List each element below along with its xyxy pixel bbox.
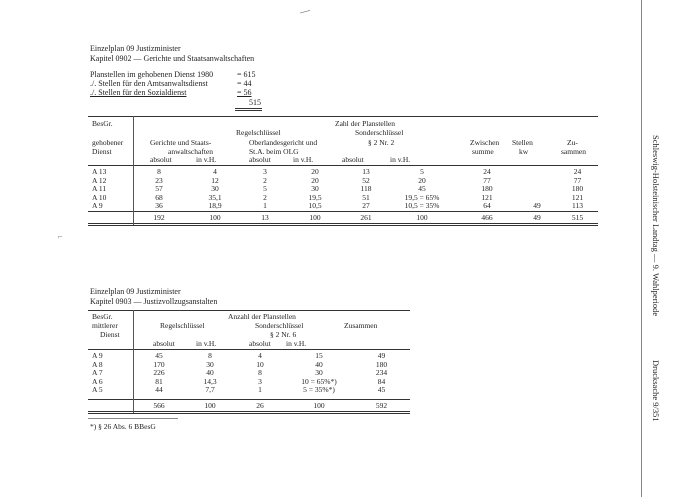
- table-cell: 592: [375, 401, 388, 410]
- table-cell: 8: [157, 167, 161, 176]
- t2-sonder-sub: § 2 Nr. 6: [270, 330, 297, 339]
- table2-body: [88, 352, 410, 395]
- table-cell: 49: [533, 213, 541, 222]
- t2-zus: Zusammen: [344, 321, 378, 330]
- table-cell: 3: [263, 167, 267, 176]
- t2-regel: Regelschlüssel: [160, 321, 205, 330]
- table-cell: 18,9: [208, 201, 222, 210]
- table-cell: 4: [258, 351, 262, 360]
- table1-top-rule: [88, 116, 598, 117]
- table2-bottom-rule: [88, 411, 410, 412]
- table1-head-rule: [88, 165, 598, 166]
- table-cell: 40: [315, 359, 323, 369]
- t1-gericht1: Gerichte und Staats-: [150, 138, 212, 147]
- table-cell: 45: [155, 351, 163, 360]
- table-cell: 27: [362, 201, 370, 210]
- table-cell: 8: [208, 351, 212, 360]
- table-cell: 3: [258, 376, 262, 386]
- cell-besgr: [88, 402, 133, 411]
- table-cell: 100: [416, 213, 428, 222]
- t2-vh-2: in v.H.: [286, 339, 307, 348]
- table-row: [88, 378, 410, 387]
- t1-besgr: BesGr.: [92, 119, 113, 128]
- table-row: [88, 185, 598, 194]
- t1-olg1: Oberlandesgericht und: [249, 138, 318, 147]
- table-cell: 84: [377, 376, 386, 386]
- table1-sum-rule: [88, 211, 598, 212]
- cell-besgr: A 11: [92, 184, 107, 193]
- cell-besgr: A 6: [92, 376, 103, 386]
- table-cell: 1: [258, 385, 262, 394]
- table-cell: 24: [483, 167, 491, 176]
- table-cell: 20: [418, 175, 426, 185]
- table-cell: 121: [481, 192, 493, 202]
- t2-abs-2: absolut: [249, 339, 271, 348]
- table1-body: [88, 168, 598, 211]
- table-cell: 226: [153, 368, 165, 377]
- cell-besgr: A 10: [92, 192, 107, 202]
- calc-total-rule: [235, 108, 262, 109]
- footnote: *) § 26 Abs. 6 BBesG: [90, 422, 156, 431]
- t1-stellen1: Stellen: [512, 138, 533, 147]
- table-cell: 1: [263, 201, 267, 210]
- table-cell: 7,7: [205, 385, 215, 394]
- table-cell: 81: [155, 376, 163, 386]
- calc-label-1: ./. Stellen für den Amtsanwaltsdienst: [90, 79, 208, 88]
- plan-line-1: Einzelplan 09 Justizminister: [90, 44, 181, 53]
- table-cell: 180: [375, 359, 388, 369]
- table-cell: 15: [315, 351, 323, 360]
- scan-mark: ⌐: [58, 232, 63, 241]
- table-cell: 30: [211, 184, 219, 193]
- table-cell: 2: [263, 192, 267, 202]
- table-cell: [517, 168, 557, 177]
- t1-dienst1: gehobener: [92, 138, 124, 147]
- t1-sonder-sub: § 2 Nr. 2: [368, 138, 395, 147]
- table-cell: 118: [360, 184, 372, 193]
- table-cell: 100: [309, 213, 321, 222]
- table-row: [88, 168, 598, 177]
- table-cell: 64: [483, 201, 491, 210]
- chapter-line-2: Kapitel 0903 — Justizvollzugsanstalten: [90, 297, 218, 306]
- calc-label-2: ./. Stellen für den Sozialdienst: [90, 88, 187, 97]
- table-cell: 57: [155, 184, 163, 193]
- cell-besgr: A 7: [92, 368, 103, 377]
- table2-top-rule: [88, 310, 410, 311]
- t1-zahl: Zahl der Planstellen: [335, 119, 395, 128]
- footnote-rule: [88, 418, 178, 419]
- calc-value-0: = 615: [237, 70, 256, 79]
- table-row: [88, 202, 598, 211]
- table-cell: 4: [213, 167, 217, 176]
- t1-vh-2: in v.H.: [293, 155, 314, 164]
- table-cell: 44: [155, 385, 163, 394]
- table-row: [88, 177, 598, 186]
- t1-zus2: sammen: [561, 147, 586, 156]
- table-cell: 14,3: [203, 376, 217, 386]
- table-cell: 19,5 = 65%: [404, 192, 440, 202]
- calc-value-1: = 44: [237, 79, 252, 88]
- table-cell: 23: [155, 175, 163, 185]
- table1-totals-row: [88, 214, 598, 223]
- table-cell: 19,5: [308, 192, 322, 202]
- calc-label-0: Planstellen im gehobenen Dienst 1980: [90, 70, 214, 79]
- table-cell: [517, 185, 557, 194]
- table-cell: 77: [573, 175, 582, 185]
- t1-regel: Regelschlüssel: [236, 128, 281, 137]
- table-cell: 13: [261, 213, 269, 222]
- table1-bottom-rule-2: [88, 225, 598, 226]
- cell-besgr: A 5: [92, 385, 103, 394]
- table-cell: 45: [377, 385, 386, 394]
- table-cell: 180: [481, 184, 493, 193]
- t1-olg2: St.A. beim OLG: [249, 147, 299, 156]
- table-cell: 68: [155, 192, 163, 202]
- t1-sonder: Sonderschlüssel: [355, 128, 404, 137]
- table-cell: 10,5 = 35%: [404, 201, 440, 210]
- table-cell: 2: [263, 175, 267, 185]
- table-cell: 45: [418, 184, 426, 193]
- t1-abs-1: absolut: [150, 155, 172, 164]
- table-cell: 40: [206, 368, 214, 377]
- table-cell: 5 = 35%*): [303, 385, 335, 394]
- table-cell: 52: [362, 175, 370, 185]
- table-cell: 10: [256, 359, 264, 369]
- table-cell: 8: [258, 368, 262, 377]
- table-cell: 49: [533, 201, 541, 210]
- t1-dienst2: Dienst: [92, 147, 112, 156]
- table-cell: 100: [313, 401, 325, 410]
- table-cell: 170: [153, 359, 165, 369]
- t1-zwischen1: Zwischen: [470, 138, 500, 147]
- table-cell: 12: [211, 175, 219, 185]
- cell-besgr: A 9: [92, 201, 103, 210]
- table-cell: 30: [311, 184, 319, 193]
- table-cell: 35,1: [208, 192, 222, 202]
- calc-value-2: = 56: [237, 88, 252, 97]
- table-cell: 26: [256, 401, 264, 410]
- table-cell: 100: [209, 213, 221, 222]
- table-cell: 30: [315, 368, 323, 377]
- t2-dienst2: Dienst: [100, 330, 120, 339]
- table2-totals: [88, 402, 410, 411]
- table-cell: 51: [362, 192, 370, 202]
- table2-bottom-rule-2: [88, 413, 410, 414]
- t2-dienst1: mittlerer: [92, 321, 118, 330]
- table-cell: 234: [375, 368, 388, 377]
- table-cell: 121: [571, 192, 584, 202]
- t1-gericht2: anwaltschaften: [168, 147, 213, 156]
- table-cell: 10 = 65%*): [301, 376, 337, 386]
- table-row: [88, 386, 410, 395]
- chapter-line-1: Kapitel 0902 — Gerichte und Staatsanwaltschaften: [90, 54, 255, 63]
- sidebar-rule: [641, 0, 642, 497]
- table-cell: 10,5: [308, 201, 322, 210]
- table-cell: 5: [420, 167, 424, 176]
- table-cell: 261: [360, 213, 372, 222]
- table-cell: 77: [483, 175, 491, 185]
- table1-totals: [88, 214, 598, 223]
- t2-sonder: Sonderschlüssel: [255, 321, 304, 330]
- table-cell: 30: [206, 359, 214, 369]
- table-row: [88, 352, 410, 361]
- table-cell: 5: [263, 184, 267, 193]
- table-cell: 20: [311, 175, 319, 185]
- table2-head-rule: [88, 349, 410, 350]
- cell-besgr: [88, 214, 133, 223]
- t2-abs-1: absolut: [153, 339, 175, 348]
- table2-sum-rule: [88, 399, 410, 400]
- table2-totals-row: [88, 402, 410, 411]
- table1-bottom-rule: [88, 223, 598, 224]
- table-cell: 49: [377, 351, 386, 360]
- t1-vh-1: in v.H.: [196, 155, 217, 164]
- t2-anzahl: Anzahl der Planstellen: [228, 312, 296, 321]
- plan-line-2: Einzelplan 09 Justizminister: [90, 287, 181, 296]
- table-cell: 192: [153, 213, 165, 222]
- table-cell: [517, 177, 557, 186]
- sidebar-drucksache: Drucksache 9/351: [651, 360, 661, 422]
- t1-zwischen2: summe: [472, 147, 494, 156]
- cell-besgr: A 13: [92, 167, 107, 176]
- cell-besgr: A 12: [92, 175, 107, 185]
- t1-abs-2: absolut: [249, 155, 271, 164]
- table-row: [88, 361, 410, 370]
- calc-total-rule-2: [235, 110, 262, 111]
- t2-vh-1: in v.H.: [196, 339, 217, 348]
- table-cell: 100: [204, 401, 216, 410]
- table-cell: 13: [362, 167, 370, 176]
- table-cell: 113: [572, 201, 583, 210]
- sidebar-landtag: Schleswig-Holsteinischer Landtag — 9. Wahlperiode: [651, 135, 661, 317]
- table-row: [88, 369, 410, 378]
- t1-vh-3: in v.H.: [390, 155, 411, 164]
- table-cell: 24: [573, 167, 582, 176]
- table-cell: 20: [311, 167, 319, 176]
- table-cell: 566: [153, 401, 165, 410]
- t1-abs-3: absolut: [342, 155, 364, 164]
- table-cell: 180: [571, 184, 584, 193]
- table-cell: 36: [155, 201, 163, 210]
- table-row: [88, 194, 598, 203]
- calc-total: 515: [249, 98, 261, 107]
- t1-zus1: Zu-: [567, 138, 578, 147]
- t2-besgr: BesGr.: [92, 312, 113, 321]
- cell-besgr: A 9: [92, 351, 103, 360]
- t1-stellen2: kw: [519, 147, 529, 156]
- table-cell: 515: [571, 213, 584, 222]
- sidebar-text: [651, 135, 665, 465]
- cell-besgr: A 8: [92, 359, 103, 369]
- table-cell: 466: [481, 213, 493, 222]
- scan-mark: —: [298, 4, 312, 19]
